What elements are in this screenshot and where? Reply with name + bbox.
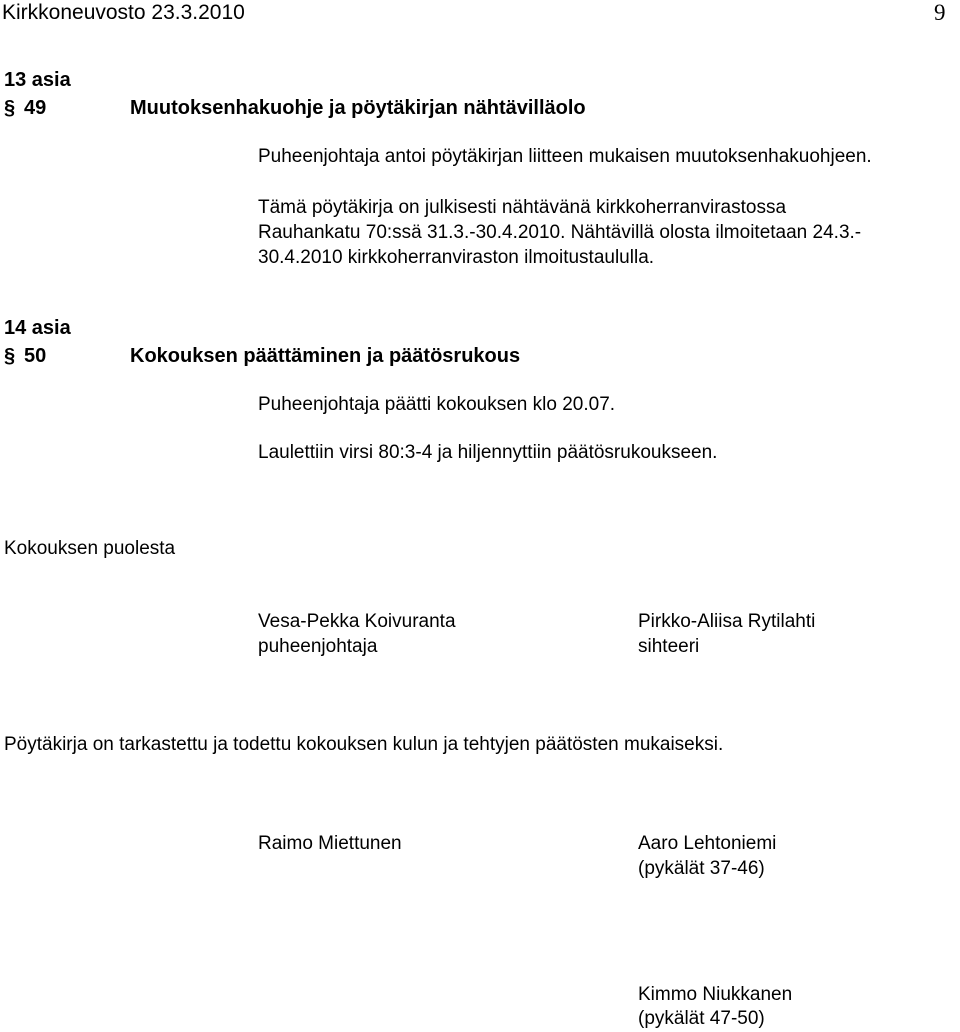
checker-name: Kimmo Niukkanen [638, 984, 793, 1005]
page-number: 9 [934, 0, 946, 25]
checker-scope: (pykälät 47-50) [638, 1008, 765, 1029]
section-number: 49 [24, 97, 47, 119]
section-title: Kokouksen päättäminen ja päätösrukous [130, 345, 521, 367]
section-paragraph: Rauhankatu 70:ssä 31.3.-30.4.2010. Nähtävillä olosta ilmoitetaan 24.3.- [258, 222, 862, 243]
section-sign-icon: § [4, 97, 16, 119]
on-behalf-text: Kokouksen puolesta [4, 538, 176, 559]
checker-name: Aaro Lehtoniemi [638, 833, 777, 854]
secretary-name: Pirkko-Aliisa Rytilahti [638, 611, 816, 632]
section-asia-label: 14 asia [4, 317, 71, 339]
section-paragraph: Laulettiin virsi 80:3-4 ja hiljennyttiin päätösrukoukseen. [258, 442, 718, 463]
verification-text: Pöytäkirja on tarkastettu ja todettu kokouksen kulun ja tehtyjen päätösten mukaiseksi. [4, 734, 724, 755]
section-paragraph: 30.4.2010 kirkkoherranviraston ilmoitustaululla. [258, 247, 655, 268]
section-paragraph: Puheenjohtaja antoi pöytäkirjan liitteen mukaisen muutoksenhakuohjeen. [258, 146, 872, 167]
checker-scope: (pykälät 37-46) [638, 858, 765, 879]
secretary-role: sihteeri [638, 636, 700, 657]
checker-name: Raimo Miettunen [258, 833, 402, 854]
section-paragraph: Tämä pöytäkirja on julkisesti nähtävänä kirkkoherranvirastossa [258, 197, 787, 218]
section-number: 50 [24, 345, 47, 367]
chair-name: Vesa-Pekka Koivuranta [258, 611, 456, 632]
section-sign-icon: § [4, 345, 16, 367]
section-asia-label: 13 asia [4, 69, 71, 91]
document-header-title: Kirkkoneuvosto 23.3.2010 [2, 1, 245, 24]
chair-role: puheenjohtaja [258, 636, 378, 657]
section-paragraph: Puheenjohtaja päätti kokouksen klo 20.07. [258, 394, 616, 415]
section-title: Muutoksenhakuohje ja pöytäkirjan nähtävilläolo [130, 97, 586, 119]
